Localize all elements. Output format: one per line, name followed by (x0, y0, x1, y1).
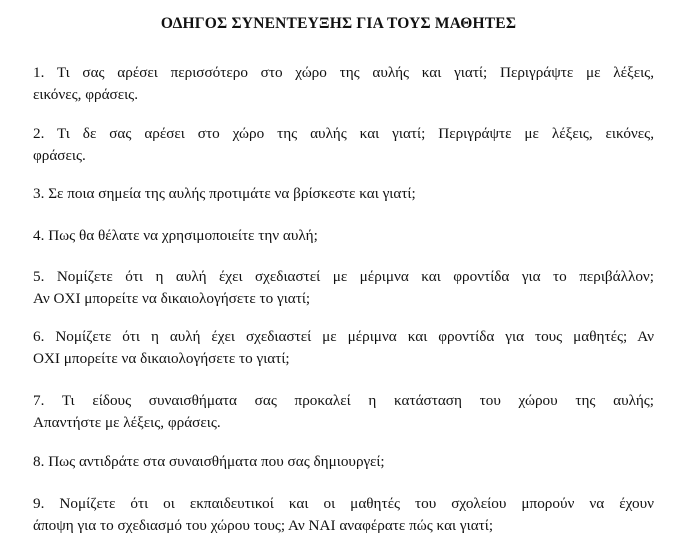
question-6 (33, 326, 654, 370)
question-5 (33, 266, 654, 310)
question-3-line-1: 3. Σε ποια σημεία της αυλής προτιμάτε να βρίσκεστε και γιατί; (33, 185, 416, 202)
question-2 (33, 123, 654, 167)
question-6-line-2: ΟΧΙ μπορείτε να δικαιολογήσετε το γιατί; (33, 350, 290, 367)
question-1 (33, 62, 654, 106)
question-1-line-1: 1. Τι σας αρέσει περισσότερο στο χώρο της αυλής και γιατί; Περιγράψτε με λέξεις, (33, 64, 654, 81)
question-9 (33, 493, 654, 537)
question-3 (33, 183, 654, 205)
question-6-line-1: 6. Νομίζετε ότι η αυλή έχει σχεδιαστεί με μέριμνα και φροντίδα για τους μαθητές; Αν (33, 328, 654, 345)
question-4 (33, 225, 654, 247)
question-8 (33, 451, 654, 473)
question-1-line-2: εικόνες, φράσεις. (33, 86, 138, 103)
question-9-line-2: άποψη για το σχεδιασμό του χώρου τους; Αν ΝΑΙ αναφέρατε πώς και γιατί; (33, 517, 494, 534)
document-title: ΟΔΗΓΟΣ ΣΥΝΕΝΤΕΥΞΗΣ ΓΙΑ ΤΟΥΣ ΜΑΘΗΤΕΣ (160, 15, 517, 32)
question-9-line-1: 9. Νομίζετε ότι οι εκπαιδευτικοί και οι μαθητές του σχολείου μπορούν να έχουν (33, 495, 654, 512)
question-7-line-1: 7. Τι είδους συναισθήματα σας προκαλεί η κατάσταση του χώρου της αυλής; (33, 392, 654, 409)
question-4-line-1: 4. Πως θα θέλατε να χρησιμοποιείτε την αυλή; (33, 227, 318, 244)
question-7 (33, 390, 654, 434)
question-5-line-1: 5. Νομίζετε ότι η αυλή έχει σχεδιαστεί με μέριμνα και φροντίδα για το περιβάλλον; (33, 268, 654, 285)
question-7-line-2: Απαντήστε με λέξεις, φράσεις. (33, 414, 221, 431)
question-5-line-2: Αν ΟΧΙ μπορείτε να δικαιολογήσετε το γιατί; (33, 290, 311, 307)
question-2-line-2: φράσεις. (33, 147, 86, 164)
question-8-line-1: 8. Πως αντιδράτε στα συναισθήματα που σας δημιουργεί; (33, 453, 385, 470)
question-2-line-1: 2. Τι δε σας αρέσει στο χώρο της αυλής και γιατί; Περιγράψτε με λέξεις, εικόνες, (33, 125, 654, 142)
